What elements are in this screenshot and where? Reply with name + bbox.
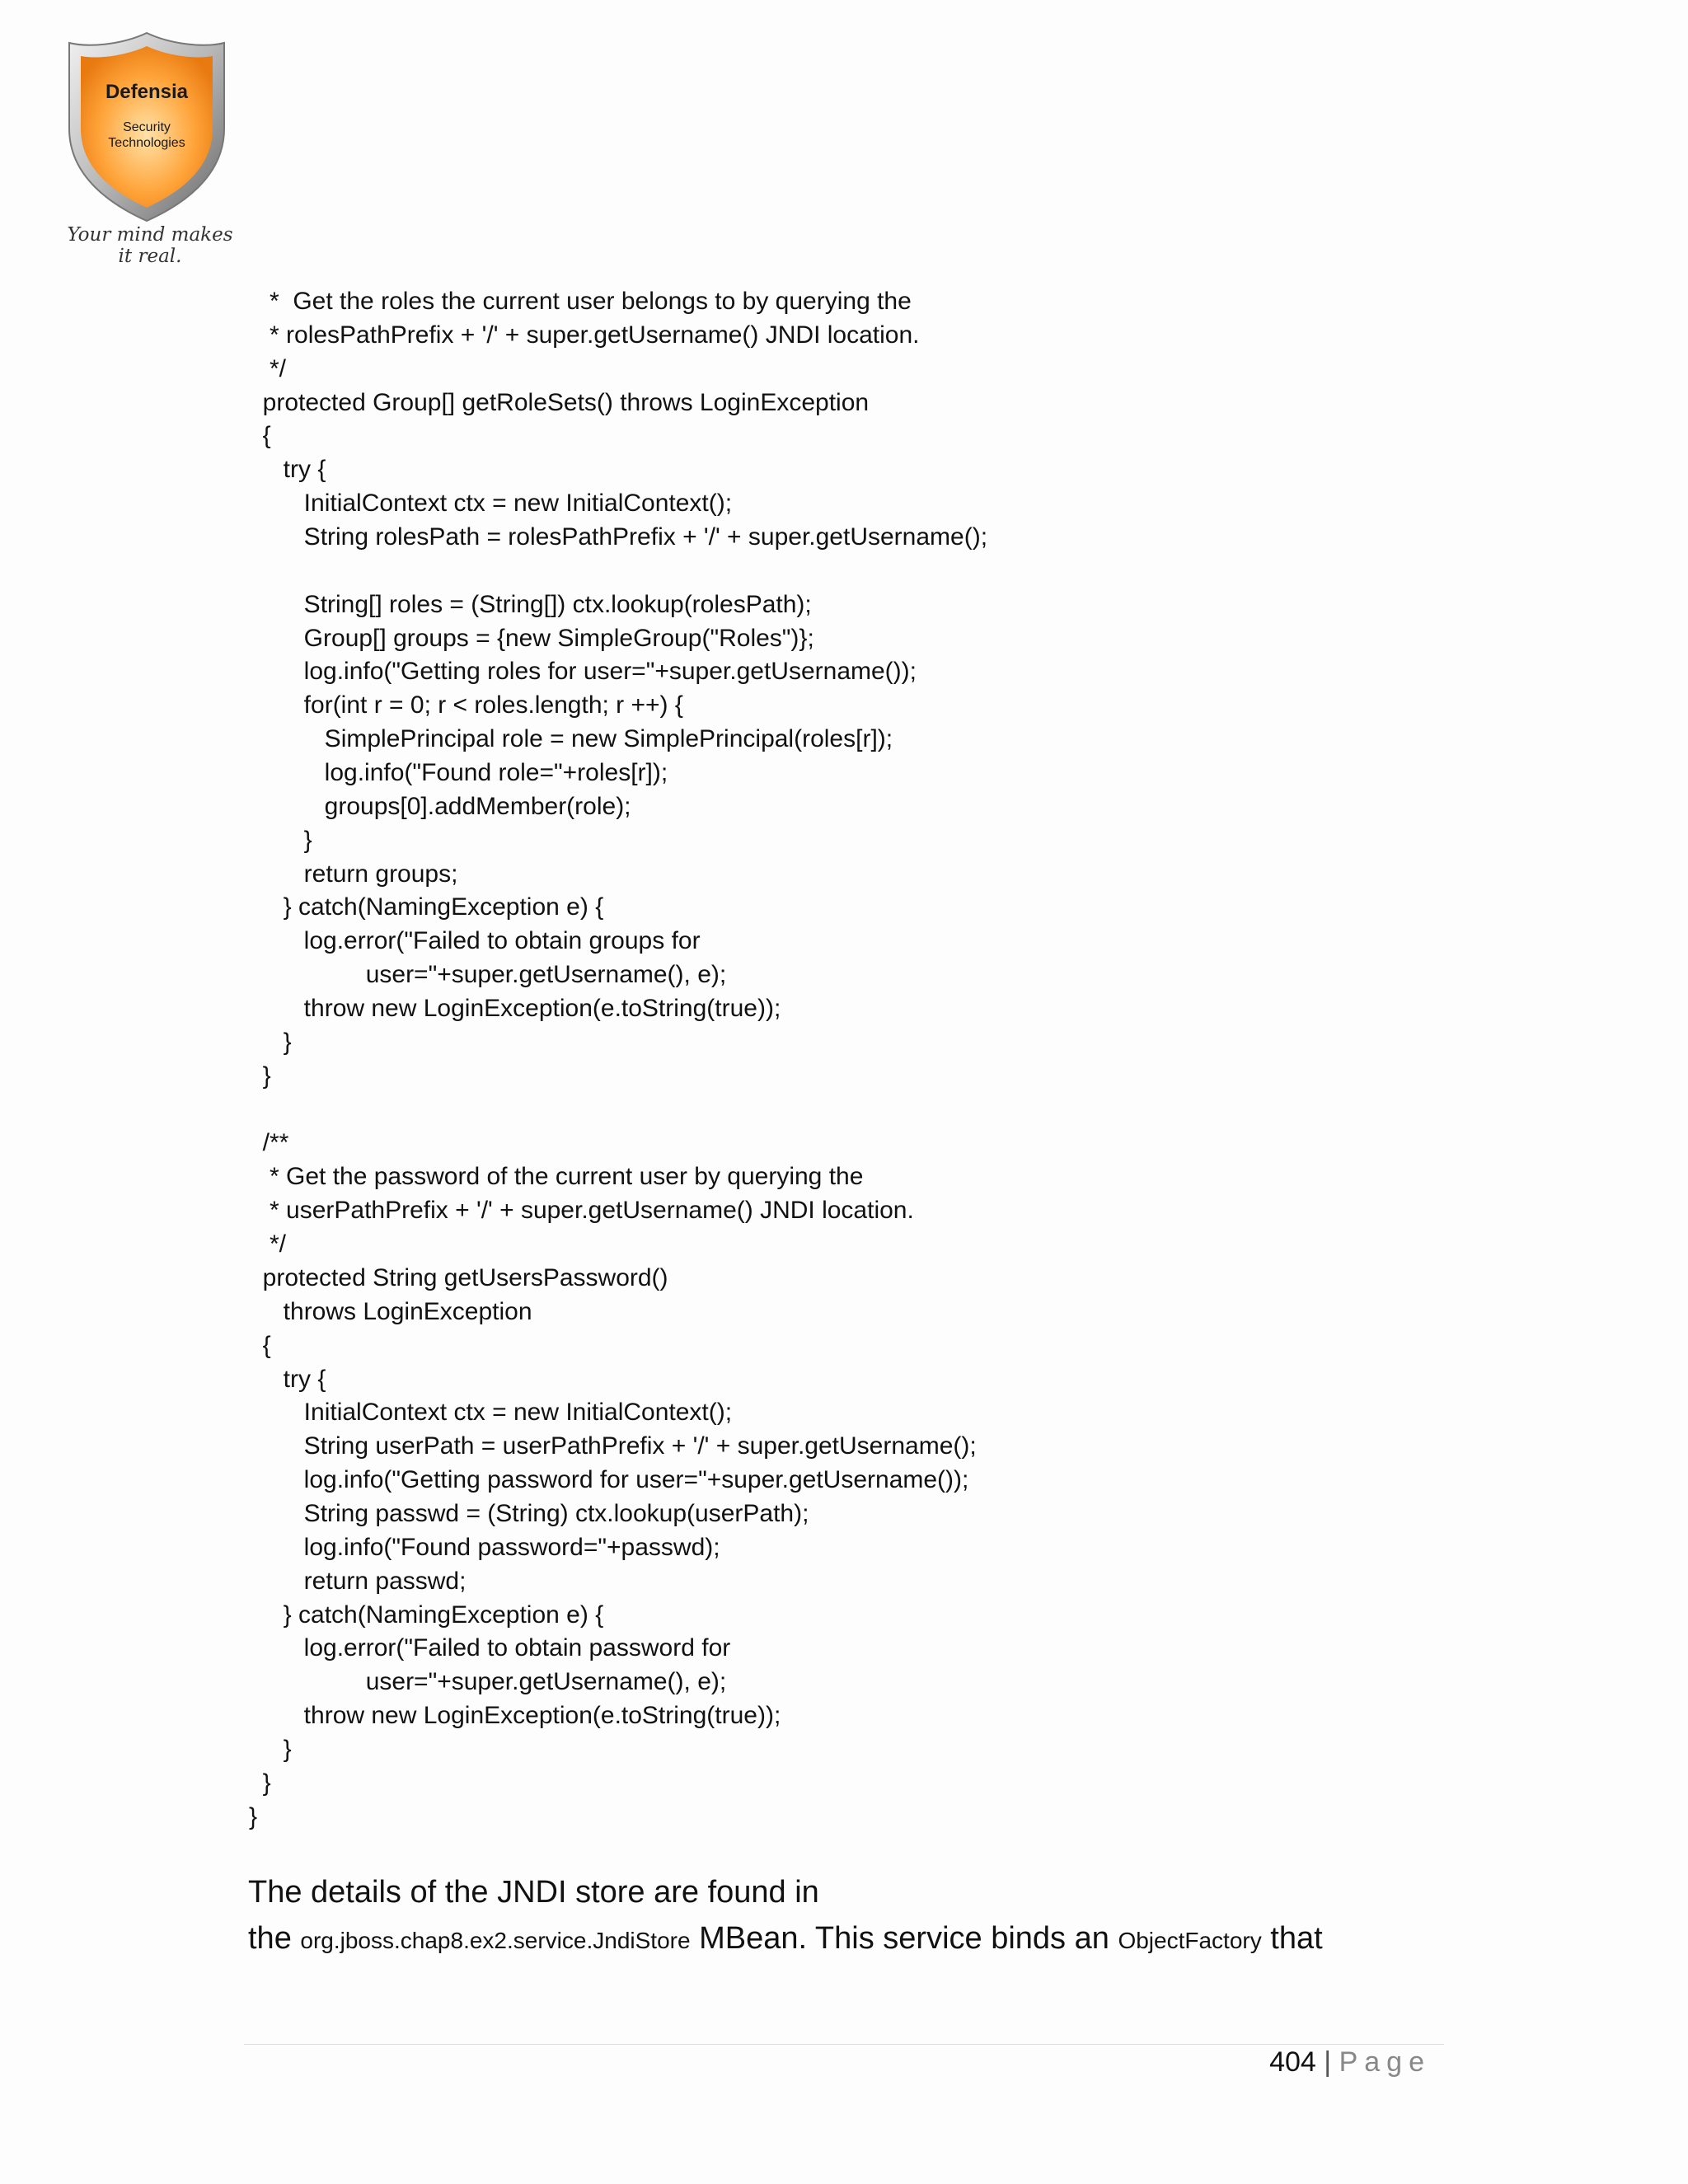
code-line: String passwd = (String) ctx.lookup(userPath);: [249, 1499, 809, 1527]
code-line: {: [249, 422, 271, 450]
code-line: */: [249, 354, 287, 382]
code-line: log.info("Getting roles for user="+super.getUsername());: [249, 658, 917, 686]
footer-divider: [244, 2044, 1444, 2045]
code-listing: [249, 285, 987, 1835]
code-line: throw new LoginException(e.toString(true));: [249, 1702, 781, 1730]
code-line: InitialContext ctx = new InitialContext();: [249, 1399, 733, 1427]
page-footer: [1269, 2046, 1431, 2079]
code-line: * Get the password of the current user by querying the: [249, 1163, 864, 1191]
code-line: * userPathPrefix + '/' + super.getUsername() JNDI location.: [249, 1197, 914, 1225]
logo-title: Defensia: [105, 81, 189, 103]
code-line: } catch(NamingException e) {: [249, 1601, 604, 1629]
code-line: [249, 1094, 987, 1127]
code-line: throw new LoginException(e.toString(true));: [249, 995, 781, 1023]
code-line: SimplePrincipal role = new SimplePrincipal(roles[r]);: [249, 725, 893, 753]
code-line: }: [249, 1802, 258, 1830]
paragraph-text: the: [248, 1921, 301, 1956]
code-line: user="+super.getUsername(), e);: [249, 961, 727, 989]
code-line: log.info("Found password="+passwd);: [249, 1533, 720, 1561]
body-paragraph: [248, 1869, 1468, 1964]
logo-subtitle-line1: Security: [123, 120, 171, 134]
code-line: [249, 555, 987, 588]
code-line: /**: [249, 1129, 289, 1157]
code-line: return passwd;: [249, 1567, 467, 1595]
code-line: {: [249, 1331, 271, 1359]
code-line: }: [249, 1062, 271, 1090]
code-line: */: [249, 1230, 287, 1258]
code-line: log.info("Getting password for user="+super.getUsername());: [249, 1466, 969, 1494]
code-line: InitialContext ctx = new InitialContext();: [249, 490, 733, 518]
paragraph-text: that: [1261, 1921, 1323, 1956]
paragraph-text: MBean. This service binds an: [690, 1921, 1118, 1956]
code-line: }: [249, 1735, 292, 1763]
code-line: String rolesPath = rolesPathPrefix + '/' + super.getUsername();: [249, 523, 988, 551]
logo-tagline: Your mind makes it real.: [67, 224, 233, 267]
code-line: String userPath = userPathPrefix + '/' + super.getUsername();: [249, 1432, 977, 1460]
code-line: user="+super.getUsername(), e);: [249, 1668, 727, 1696]
code-line: }: [249, 826, 312, 854]
logo-subtitle-line2: Technologies: [108, 136, 185, 150]
code-line: } catch(NamingException e) {: [249, 893, 604, 921]
code-line: }: [249, 1028, 292, 1056]
page-label: Page: [1339, 2046, 1431, 2078]
page-number: 404: [1269, 2046, 1316, 2078]
code-line: try {: [249, 1365, 326, 1393]
paragraph-line-1: The details of the JNDI store are found in: [248, 1875, 819, 1910]
footer-separator: |: [1324, 2046, 1332, 2078]
code-line: protected Group[] getRoleSets() throws LoginException: [249, 388, 870, 416]
code-line: protected String getUsersPassword(): [249, 1263, 668, 1291]
code-line: try {: [249, 456, 326, 484]
inline-code-class-name: org.jboss.chap8.ex2.service.JndiStore: [300, 1928, 691, 1953]
inline-code-object-factory: ObjectFactory: [1118, 1928, 1262, 1953]
code-line: for(int r = 0; r < roles.length; r ++) {: [249, 691, 683, 719]
code-line: throws LoginException: [249, 1297, 532, 1325]
code-line: String[] roles = (String[]) ctx.lookup(rolesPath);: [249, 590, 812, 618]
code-line: log.error("Failed to obtain password for: [249, 1634, 731, 1662]
code-line: }: [249, 1769, 271, 1797]
code-line: return groups;: [249, 860, 458, 888]
code-line: log.error("Failed to obtain groups for: [249, 927, 701, 955]
paragraph-line-2: [248, 1915, 1468, 1964]
code-line: groups[0].addMember(role);: [249, 792, 631, 820]
code-line: Group[] groups = {new SimpleGroup("Roles")};: [249, 624, 814, 652]
code-line: * rolesPathPrefix + '/' + super.getUsername() JNDI location.: [249, 321, 920, 349]
code-line: * Get the roles the current user belongs to by querying the: [249, 288, 912, 315]
code-line: log.info("Found role="+roles[r]);: [249, 759, 668, 787]
